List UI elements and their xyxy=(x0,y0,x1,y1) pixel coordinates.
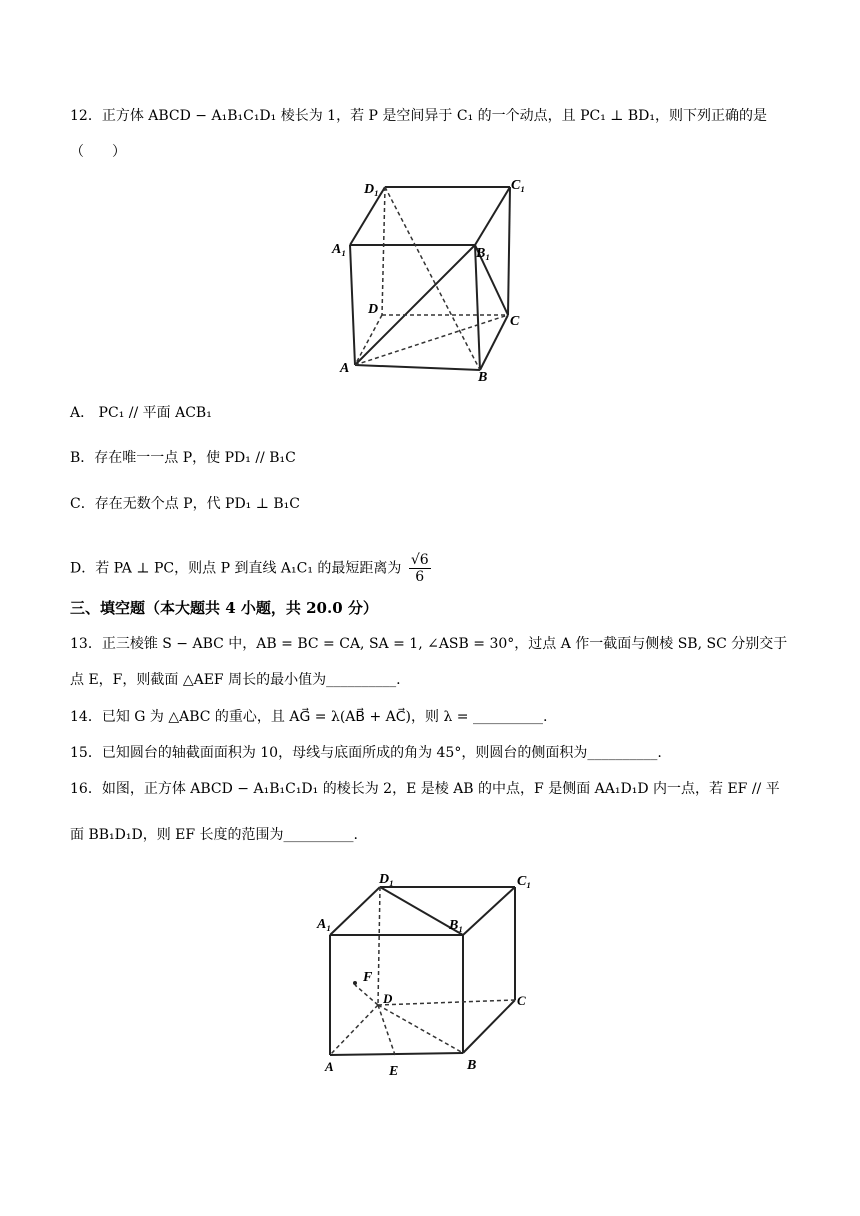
q12-label-d: D xyxy=(368,302,379,317)
q12-option-b: B．存在唯一一点 P，使 PD₁ // B₁C xyxy=(70,450,296,466)
q12-label-a1: A₁ xyxy=(332,242,347,257)
q12-option-a: A． PC₁ // 平面 ACB₁ xyxy=(70,405,212,421)
q16-line1: 16．如图，正方体 ABCD − A₁B₁C₁D₁ 的棱长为 2，E 是棱 AB 的中点，F 是侧面 AA₁D₁D 内一点，若 EF // 平 xyxy=(70,781,780,797)
q16-label-c: C xyxy=(517,993,526,1008)
q12-option-d-text: D．若 PA ⊥ PC，则点 P 到直线 A₁C₁ 的最短距离为 xyxy=(70,560,402,577)
section-title-fill-in: 三、填空题（本大题共 4 小题，共 20.0 分） xyxy=(70,599,378,617)
q16-label-c1: C₁ xyxy=(517,874,532,889)
q16-cube-figure xyxy=(313,865,553,1080)
q12-label-c1: C₁ xyxy=(511,178,526,193)
q16-label-d: D xyxy=(383,991,393,1006)
q12-option-d-fraction xyxy=(409,552,431,585)
q12-fraction-denominator: 6 xyxy=(415,569,425,585)
q16-label-a: A xyxy=(325,1059,334,1074)
q16-label-d1: D₁ xyxy=(379,872,394,887)
q16-label-a1: A₁ xyxy=(317,917,332,932)
q13-line1: 13．正三棱锥 S − ABC 中，AB = BC = CA, SA = 1, ∠ASB = 30°，过点 A 作一截面与侧棱 SB, SC 分别交于 xyxy=(70,636,788,652)
q12-cube-figure xyxy=(330,175,530,385)
q12-option-d xyxy=(70,552,431,585)
q16-label-f: F xyxy=(363,970,373,985)
q12-label-d1: D₁ xyxy=(364,182,379,197)
q12-option-c: C．存在无数个点 P，代 PD₁ ⊥ B₁C xyxy=(70,496,300,512)
q16-line2: 面 BB₁D₁D，则 EF 长度的范围为__________. xyxy=(70,827,358,843)
q16-label-b1: B₁ xyxy=(449,918,464,933)
q13-line2: 点 E，F，则截面 △AEF 周长的最小值为__________. xyxy=(70,672,401,688)
q12-label-b1: B₁ xyxy=(476,246,491,261)
q14-line1: 14．已知 G 为 △ABC 的重心，且 AG⃗ = λ(AB⃗ + AC⃗)，则 λ = __________. xyxy=(70,709,548,725)
q15-line1: 15．已知圆台的轴截面面积为 10，母线与底面所成的角为 45°，则圆台的侧面积为__________. xyxy=(70,745,662,761)
q12-stem-line1: 12．正方体 ABCD − A₁B₁C₁D₁ 棱长为 1，若 P 是空间异于 C₁ 的一个动点，且 PC₁ ⊥ BD₁，则下列正确的是 xyxy=(70,108,768,124)
q12-label-c: C xyxy=(510,314,520,329)
q16-label-b: B xyxy=(467,1058,477,1073)
q12-label-a: A xyxy=(340,361,350,376)
q12-fraction-numerator: √6 xyxy=(410,552,429,568)
q12-label-b: B xyxy=(478,370,488,385)
q12-stem-line2: （ ） xyxy=(70,144,126,160)
q16-label-e: E xyxy=(389,1064,399,1079)
